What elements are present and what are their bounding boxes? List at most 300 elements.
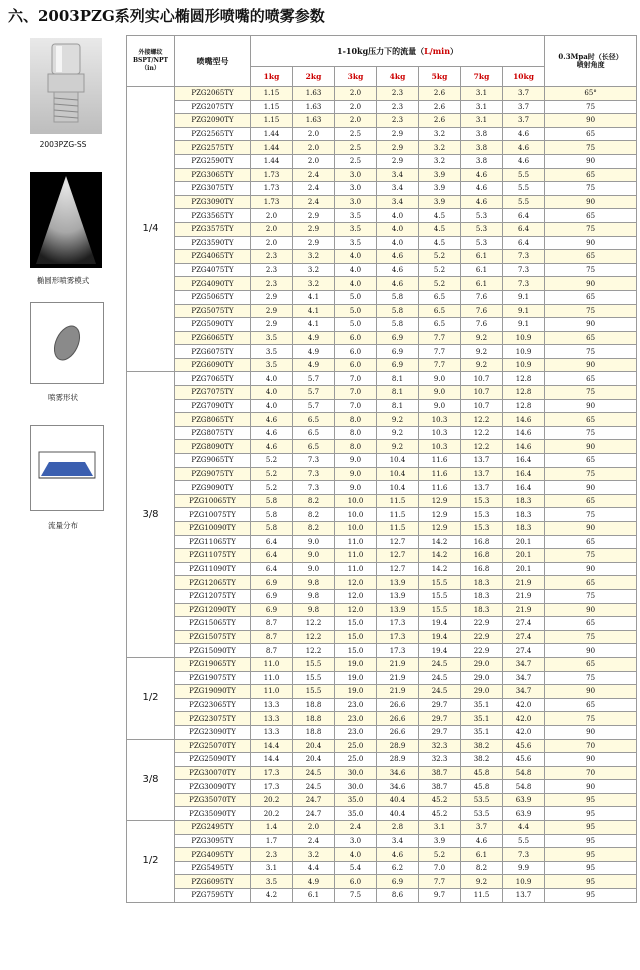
flow-cell: 11.6 <box>419 454 461 468</box>
flow-cell: 10.9 <box>503 875 545 889</box>
angle-cell: 95 <box>545 889 637 903</box>
flow-cell: 15.0 <box>335 617 377 631</box>
table-row <box>127 87 637 101</box>
angle-cell: 90 <box>545 195 637 209</box>
flow-cell: 32.3 <box>419 739 461 753</box>
flow-cell: 13.9 <box>377 589 419 603</box>
flow-cell: 3.0 <box>335 834 377 848</box>
flow-cell: 7.3 <box>503 277 545 291</box>
flow-cell: 5.2 <box>419 250 461 264</box>
model-cell: PZG23075TY <box>175 712 251 726</box>
angle-cell: 90 <box>545 522 637 536</box>
model-cell: PZG35070TY <box>175 793 251 807</box>
pressure-1kg: 1kg <box>251 67 293 87</box>
flow-cell: 11.0 <box>251 671 293 685</box>
flow-cell: 15.5 <box>419 589 461 603</box>
flow-cell: 8.2 <box>293 494 335 508</box>
flow-cell: 27.4 <box>503 630 545 644</box>
flow-cell: 11.0 <box>251 657 293 671</box>
flow-cell: 11.0 <box>335 535 377 549</box>
flow-cell: 2.5 <box>335 127 377 141</box>
model-cell: PZG6090TY <box>175 358 251 372</box>
flow-cell: 45.6 <box>503 739 545 753</box>
flow-cell: 3.5 <box>335 222 377 236</box>
flow-cell: 6.1 <box>461 277 503 291</box>
angle-cell: 65 <box>545 617 637 631</box>
table-row <box>127 576 637 590</box>
flow-cell: 38.2 <box>461 739 503 753</box>
flow-cell: 7.3 <box>503 263 545 277</box>
flow-cell: 2.0 <box>251 236 293 250</box>
flow-cell: 3.5 <box>335 236 377 250</box>
flow-cell: 9.2 <box>377 440 419 454</box>
table-row <box>127 304 637 318</box>
flow-cell: 24.5 <box>293 780 335 794</box>
flow-cell: 21.9 <box>503 589 545 603</box>
angle-cell: 95 <box>545 821 637 835</box>
flow-cell: 15.3 <box>461 522 503 536</box>
flow-cell: 2.6 <box>419 114 461 128</box>
flow-cell: 4.9 <box>293 875 335 889</box>
flow-cell: 53.5 <box>461 793 503 807</box>
flow-cell: 18.3 <box>503 522 545 536</box>
model-cell: PZG35090TY <box>175 807 251 821</box>
model-cell: PZG5495TY <box>175 861 251 875</box>
model-cell: PZG12075TY <box>175 589 251 603</box>
flow-cell: 6.1 <box>461 250 503 264</box>
model-header: 喷嘴型号 <box>175 36 251 87</box>
flow-cell: 14.6 <box>503 426 545 440</box>
flow-cell: 7.6 <box>461 318 503 332</box>
flow-cell: 6.0 <box>335 331 377 345</box>
spray-pattern-caption: 椭圆形喷雾模式 <box>36 276 90 285</box>
flow-cell: 8.7 <box>251 617 293 631</box>
flow-cell: 25.0 <box>335 753 377 767</box>
flow-cell: 3.7 <box>503 114 545 128</box>
flow-cell: 4.0 <box>335 263 377 277</box>
table-row <box>127 236 637 250</box>
flow-cell: 6.9 <box>251 603 293 617</box>
angle-cell: 90 <box>545 562 637 576</box>
table-row <box>127 875 637 889</box>
flow-cell: 1.63 <box>293 114 335 128</box>
flow-cell: 5.2 <box>251 481 293 495</box>
flow-cell: 24.5 <box>293 766 335 780</box>
flow-cell: 7.7 <box>419 358 461 372</box>
flow-cell: 4.4 <box>503 821 545 835</box>
flow-cell: 4.6 <box>503 127 545 141</box>
flow-cell: 15.5 <box>293 671 335 685</box>
flow-cell: 8.0 <box>335 413 377 427</box>
table-row <box>127 345 637 359</box>
pressure-7kg: 7kg <box>461 67 503 87</box>
flow-cell: 1.7 <box>251 834 293 848</box>
flow-distribution-image <box>30 425 104 511</box>
flow-cell: 9.8 <box>293 576 335 590</box>
flow-cell: 2.0 <box>293 821 335 835</box>
flow-cell: 5.7 <box>293 372 335 386</box>
flow-cell: 18.3 <box>461 589 503 603</box>
flow-cell: 6.5 <box>419 304 461 318</box>
angle-cell: 95 <box>545 807 637 821</box>
nozzle-icon <box>30 38 102 134</box>
angle-cell: 90 <box>545 236 637 250</box>
flow-cell: 6.9 <box>251 589 293 603</box>
angle-cell: 90 <box>545 481 637 495</box>
flow-cell: 1.44 <box>251 141 293 155</box>
flow-cell: 40.4 <box>377 793 419 807</box>
flow-cell: 45.8 <box>461 766 503 780</box>
flow-cell: 8.7 <box>251 630 293 644</box>
flow-cell: 6.2 <box>377 861 419 875</box>
flow-cell: 1.15 <box>251 114 293 128</box>
table-row <box>127 386 637 400</box>
flow-cell: 9.9 <box>503 861 545 875</box>
model-cell: PZG11065TY <box>175 535 251 549</box>
flow-cell: 2.9 <box>251 318 293 332</box>
model-cell: PZG7065TY <box>175 372 251 386</box>
flow-cell: 1.4 <box>251 821 293 835</box>
flow-cell: 29.7 <box>419 712 461 726</box>
flow-cell: 12.8 <box>503 386 545 400</box>
flow-cell: 9.7 <box>419 889 461 903</box>
flow-cell: 7.3 <box>503 848 545 862</box>
angle-cell: 65 <box>545 127 637 141</box>
flow-cell: 12.2 <box>293 617 335 631</box>
flow-cell: 20.2 <box>251 807 293 821</box>
flow-cell: 4.5 <box>419 236 461 250</box>
flow-header: 1-10kg压力下的流量（L/min） <box>251 36 545 67</box>
flow-cell: 9.0 <box>419 386 461 400</box>
flow-cell: 40.4 <box>377 807 419 821</box>
flow-cell: 11.0 <box>335 562 377 576</box>
flow-cell: 3.5 <box>251 345 293 359</box>
flow-cell: 45.6 <box>503 753 545 767</box>
flow-cell: 3.8 <box>461 127 503 141</box>
flow-cell: 5.2 <box>419 277 461 291</box>
flow-cell: 12.9 <box>419 522 461 536</box>
table-row <box>127 426 637 440</box>
flow-cell: 2.9 <box>377 127 419 141</box>
flow-cell: 38.7 <box>419 766 461 780</box>
flow-cell: 8.0 <box>335 440 377 454</box>
flow-cell: 14.4 <box>251 739 293 753</box>
model-cell: PZG3075TY <box>175 182 251 196</box>
flow-cell: 2.0 <box>335 87 377 101</box>
spray-shape-image <box>30 302 104 384</box>
flow-cell: 1.73 <box>251 195 293 209</box>
flow-cell: 3.4 <box>377 182 419 196</box>
flow-cell: 18.8 <box>293 698 335 712</box>
flow-cell: 1.15 <box>251 100 293 114</box>
flow-cell: 18.3 <box>503 494 545 508</box>
flow-cell: 35.0 <box>335 793 377 807</box>
flow-cell: 16.8 <box>461 535 503 549</box>
flow-cell: 2.4 <box>293 168 335 182</box>
model-cell: PZG11075TY <box>175 549 251 563</box>
table-row <box>127 848 637 862</box>
table-row <box>127 413 637 427</box>
flow-cell: 2.3 <box>377 87 419 101</box>
flow-cell: 5.3 <box>461 222 503 236</box>
model-cell: PZG2590TY <box>175 154 251 168</box>
spray-parameter-table <box>126 35 637 903</box>
flow-cell: 34.7 <box>503 685 545 699</box>
angle-cell: 75 <box>545 467 637 481</box>
flow-cell: 6.5 <box>419 290 461 304</box>
flow-cell: 25.0 <box>335 739 377 753</box>
distribution-chart-icon <box>31 426 103 510</box>
angle-cell: 75 <box>545 182 637 196</box>
flow-distribution-caption: 流量分布 <box>48 521 78 530</box>
flow-cell: 5.2 <box>251 467 293 481</box>
flow-cell: 4.1 <box>293 290 335 304</box>
flow-cell: 6.4 <box>251 549 293 563</box>
flow-cell: 3.9 <box>419 195 461 209</box>
flow-cell: 3.1 <box>461 87 503 101</box>
flow-cell: 10.0 <box>335 508 377 522</box>
flow-cell: 35.1 <box>461 698 503 712</box>
flow-cell: 11.5 <box>377 508 419 522</box>
table-row <box>127 494 637 508</box>
flow-cell: 3.1 <box>461 114 503 128</box>
angle-cell: 65 <box>545 413 637 427</box>
flow-cell: 3.7 <box>503 100 545 114</box>
flow-cell: 5.5 <box>503 195 545 209</box>
nozzle-product-photo <box>30 38 102 134</box>
flow-cell: 3.1 <box>251 861 293 875</box>
flow-cell: 4.6 <box>251 440 293 454</box>
flow-cell: 34.7 <box>503 657 545 671</box>
angle-cell: 75 <box>545 712 637 726</box>
model-cell: PZG19090TY <box>175 685 251 699</box>
flow-cell: 4.1 <box>293 304 335 318</box>
flow-cell: 4.6 <box>377 263 419 277</box>
flow-cell: 19.4 <box>419 617 461 631</box>
angle-cell: 75 <box>545 426 637 440</box>
flow-cell: 2.9 <box>293 236 335 250</box>
flow-cell: 9.2 <box>377 426 419 440</box>
model-cell: PZG30090TY <box>175 780 251 794</box>
flow-cell: 1.73 <box>251 168 293 182</box>
table-row <box>127 290 637 304</box>
flow-cell: 4.0 <box>335 848 377 862</box>
flow-cell: 12.2 <box>461 413 503 427</box>
flow-cell: 12.0 <box>335 589 377 603</box>
angle-cell: 90 <box>545 685 637 699</box>
angle-cell: 65 <box>545 454 637 468</box>
flow-cell: 12.7 <box>377 562 419 576</box>
flow-cell: 10.7 <box>461 399 503 413</box>
table-row <box>127 481 637 495</box>
flow-cell: 5.8 <box>377 290 419 304</box>
model-cell: PZG3565TY <box>175 209 251 223</box>
angle-cell: 65 <box>545 494 637 508</box>
flow-cell: 2.3 <box>251 848 293 862</box>
flow-cell: 18.8 <box>293 712 335 726</box>
flow-cell: 16.4 <box>503 467 545 481</box>
flow-cell: 3.5 <box>335 209 377 223</box>
flow-cell: 30.0 <box>335 766 377 780</box>
flow-cell: 21.9 <box>377 671 419 685</box>
angle-cell: 75 <box>545 100 637 114</box>
table-row <box>127 114 637 128</box>
flow-cell: 2.9 <box>251 290 293 304</box>
spray-pattern-photo <box>30 172 102 268</box>
flow-cell: 19.4 <box>419 630 461 644</box>
flow-cell: 23.0 <box>335 725 377 739</box>
angle-cell: 95 <box>545 861 637 875</box>
flow-cell: 20.1 <box>503 562 545 576</box>
model-cell: PZG10075TY <box>175 508 251 522</box>
angle-cell: 95 <box>545 848 637 862</box>
flow-cell: 12.8 <box>503 372 545 386</box>
model-cell: PZG12090TY <box>175 603 251 617</box>
flow-cell: 8.2 <box>293 522 335 536</box>
flow-cell: 20.1 <box>503 549 545 563</box>
flow-cell: 21.9 <box>377 657 419 671</box>
model-cell: PZG7075TY <box>175 386 251 400</box>
flow-cell: 3.0 <box>335 182 377 196</box>
flow-cell: 2.4 <box>335 821 377 835</box>
model-cell: PZG30070TY <box>175 766 251 780</box>
flow-cell: 38.2 <box>461 753 503 767</box>
flow-cell: 2.9 <box>293 209 335 223</box>
flow-cell: 63.9 <box>503 793 545 807</box>
flow-cell: 54.8 <box>503 766 545 780</box>
flow-cell: 5.8 <box>251 494 293 508</box>
flow-cell: 15.3 <box>461 508 503 522</box>
angle-cell: 75 <box>545 589 637 603</box>
flow-cell: 2.0 <box>251 222 293 236</box>
flow-cell: 5.5 <box>503 168 545 182</box>
flow-cell: 23.0 <box>335 712 377 726</box>
flow-cell: 6.4 <box>251 562 293 576</box>
flow-cell: 16.4 <box>503 454 545 468</box>
flow-cell: 2.3 <box>377 100 419 114</box>
flow-cell: 4.0 <box>335 250 377 264</box>
flow-cell: 21.9 <box>503 603 545 617</box>
table-row <box>127 277 637 291</box>
flow-cell: 12.2 <box>461 426 503 440</box>
flow-cell: 7.0 <box>335 399 377 413</box>
flow-cell: 3.9 <box>419 834 461 848</box>
flow-cell: 9.8 <box>293 603 335 617</box>
flow-cell: 15.5 <box>419 576 461 590</box>
flow-cell: 9.0 <box>335 454 377 468</box>
flow-cell: 13.3 <box>251 698 293 712</box>
flow-cell: 5.0 <box>335 304 377 318</box>
flow-cell: 38.7 <box>419 780 461 794</box>
angle-cell: 75 <box>545 671 637 685</box>
flow-cell: 4.1 <box>293 318 335 332</box>
flow-cell: 15.5 <box>419 603 461 617</box>
flow-cell: 18.3 <box>503 508 545 522</box>
flow-cell: 14.6 <box>503 413 545 427</box>
flow-cell: 17.3 <box>377 617 419 631</box>
model-cell: PZG6075TY <box>175 345 251 359</box>
angle-cell: 90 <box>545 358 637 372</box>
flow-cell: 9.1 <box>503 318 545 332</box>
flow-cell: 9.0 <box>293 549 335 563</box>
flow-cell: 1.15 <box>251 87 293 101</box>
flow-cell: 8.7 <box>251 644 293 658</box>
flow-cell: 35.1 <box>461 712 503 726</box>
flow-cell: 11.6 <box>419 467 461 481</box>
flow-cell: 9.0 <box>293 535 335 549</box>
flow-cell: 2.9 <box>377 154 419 168</box>
flow-cell: 34.6 <box>377 780 419 794</box>
flow-cell: 11.5 <box>377 522 419 536</box>
flow-cell: 15.0 <box>335 644 377 658</box>
angle-cell: 95 <box>545 793 637 807</box>
flow-cell: 14.4 <box>251 753 293 767</box>
flow-cell: 12.0 <box>335 603 377 617</box>
flow-cell: 14.2 <box>419 535 461 549</box>
flow-cell: 14.2 <box>419 562 461 576</box>
flow-cell: 2.3 <box>251 250 293 264</box>
flow-cell: 4.6 <box>461 168 503 182</box>
flow-cell: 4.2 <box>251 889 293 903</box>
flow-cell: 10.4 <box>377 481 419 495</box>
table-row <box>127 168 637 182</box>
angle-cell: 75 <box>545 304 637 318</box>
flow-cell: 16.8 <box>461 562 503 576</box>
flow-cell: 34.6 <box>377 766 419 780</box>
flow-cell: 24.5 <box>419 685 461 699</box>
flow-cell: 7.3 <box>293 454 335 468</box>
figure-column <box>0 30 126 970</box>
flow-cell: 4.0 <box>377 222 419 236</box>
flow-cell: 4.6 <box>503 141 545 155</box>
model-cell: PZG6065TY <box>175 331 251 345</box>
flow-cell: 1.63 <box>293 100 335 114</box>
flow-cell: 10.4 <box>377 454 419 468</box>
flow-cell: 8.1 <box>377 372 419 386</box>
flow-cell: 5.8 <box>251 522 293 536</box>
flow-cell: 22.9 <box>461 617 503 631</box>
flow-cell: 22.9 <box>461 630 503 644</box>
flow-cell: 2.0 <box>293 127 335 141</box>
nozzle-caption: 2003PZG-SS <box>39 140 87 149</box>
flow-cell: 12.0 <box>335 576 377 590</box>
flow-cell: 29.0 <box>461 657 503 671</box>
model-cell: PZG2075TY <box>175 100 251 114</box>
angle-cell: 65 <box>545 250 637 264</box>
model-cell: PZG5065TY <box>175 290 251 304</box>
flow-cell: 4.5 <box>419 209 461 223</box>
table-row <box>127 535 637 549</box>
flow-cell: 7.6 <box>461 290 503 304</box>
angle-cell: 90 <box>545 154 637 168</box>
angle-cell: 65 <box>545 372 637 386</box>
flow-cell: 4.6 <box>251 426 293 440</box>
flow-cell: 13.7 <box>461 467 503 481</box>
table-row <box>127 630 637 644</box>
flow-cell: 9.0 <box>335 481 377 495</box>
flow-cell: 35.1 <box>461 725 503 739</box>
model-cell: PZG23090TY <box>175 725 251 739</box>
flow-cell: 4.6 <box>251 413 293 427</box>
table-row <box>127 549 637 563</box>
table-row <box>127 154 637 168</box>
flow-cell: 2.9 <box>293 222 335 236</box>
spray-shape-caption: 喷雾形状 <box>48 393 78 402</box>
flow-cell: 5.3 <box>461 209 503 223</box>
connection-size-cell: 1/2 <box>127 657 175 739</box>
flow-cell: 5.7 <box>293 399 335 413</box>
flow-cell: 12.7 <box>377 549 419 563</box>
